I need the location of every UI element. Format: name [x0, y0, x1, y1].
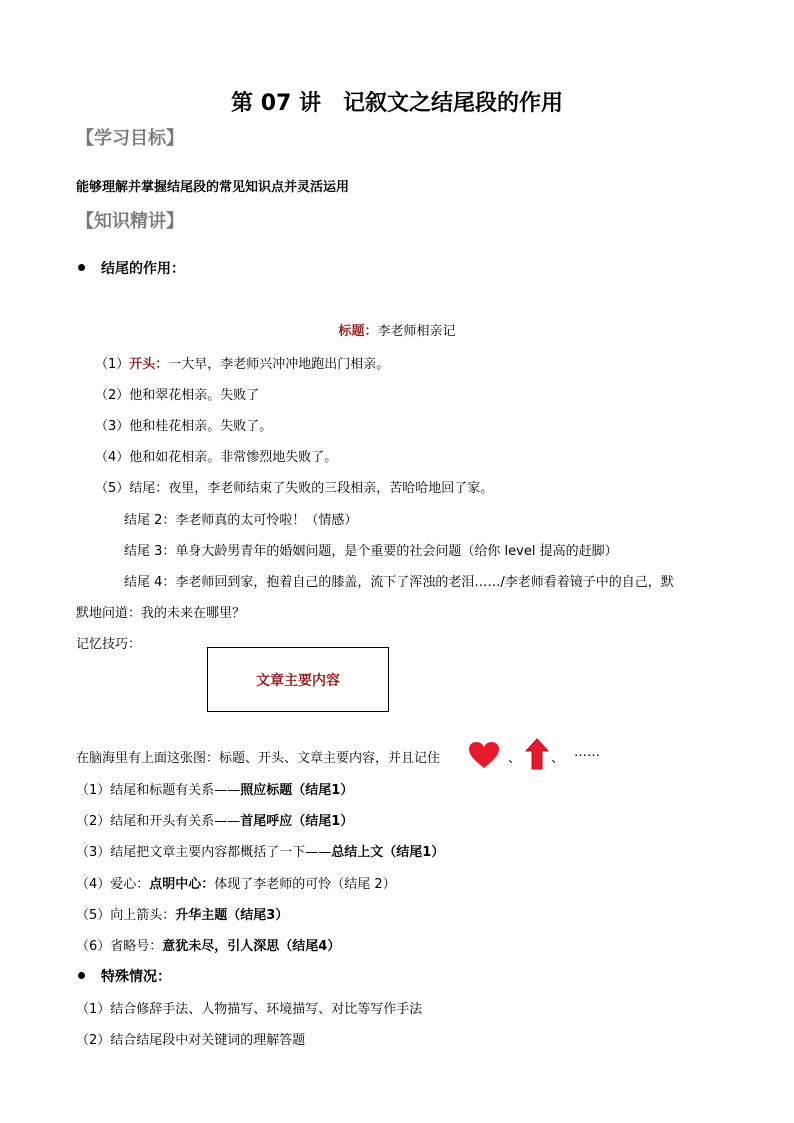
- section-header-knowledge: 【知识精讲】: [76, 211, 184, 232]
- rule-text: （6）省略号：: [76, 939, 163, 954]
- story-line-2: （2）他和翠花相亲。失败了: [95, 388, 260, 403]
- section-header-goals: 【学习目标】: [76, 128, 184, 149]
- heart-icon: [468, 741, 500, 769]
- story-line-5: （5）结尾：夜里，李老师结束了失败的三段相亲，苦哈哈地回了家。: [95, 481, 494, 496]
- rule-bold: 点明中心：: [149, 877, 215, 892]
- rule-bold: 意犹未尽，引人深思（结尾4）: [162, 939, 341, 954]
- bullet-ending-function: [78, 258, 185, 278]
- rule-bold: 照应标题（结尾1）: [240, 783, 354, 798]
- rule-text: （2）结尾和开头有关系——: [76, 814, 241, 829]
- bullet-special: [78, 966, 171, 986]
- special-2: （2）结合结尾段中对关键词的理解答题: [76, 1033, 306, 1048]
- bullet-dot: [78, 972, 85, 979]
- story-line-4: （4）他和如花相亲。非常惨烈地失败了。: [95, 450, 338, 465]
- rule-4: [76, 873, 396, 892]
- rule-3: [76, 841, 444, 860]
- story-title-label: 标题：: [338, 324, 378, 339]
- ellipsis-mark: ……: [574, 745, 600, 760]
- line-number: （1）: [95, 357, 130, 372]
- rule-post: 体现了李老师的可怜（结尾 2）: [214, 877, 396, 892]
- story-line-1: [95, 353, 389, 372]
- story-title-value: 李老师相亲记: [377, 324, 456, 339]
- rule-text: （5）向上箭头：: [76, 908, 176, 923]
- story-line-3: （3）他和桂花相亲。失败了。: [95, 419, 273, 434]
- memory-label: 记忆技巧：: [76, 637, 142, 652]
- rule-6: [76, 935, 340, 954]
- special-1: （1）结合修辞手法、人物描写、环境描写、对比等写作手法: [76, 1002, 423, 1017]
- main-content-box: 文章主要内容: [207, 647, 389, 712]
- rule-text: （3）结尾把文章主要内容都概括了一下——: [76, 845, 332, 860]
- rule-1: [76, 779, 353, 798]
- rule-text: （4）爱心：: [76, 877, 150, 892]
- story-title: [0, 320, 794, 339]
- bullet-label: 特殊情况：: [101, 969, 171, 985]
- ending-4-line-2: 默地问道：我的未来在哪里？: [76, 606, 246, 621]
- up-arrow-icon: [525, 738, 549, 770]
- rule-bold: 首尾呼应（结尾1）: [240, 814, 354, 829]
- rule-bold: 总结上文（结尾1）: [331, 845, 445, 860]
- separator-1: 、: [508, 751, 522, 766]
- ending-4-line-1: 结尾 4：李老师回到家，抱着自己的膝盖，流下了浑浊的老泪……/李老师看着镜子中的自己，默: [124, 575, 674, 590]
- ending-2: 结尾 2：李老师真的太可怜啦！（情感）: [124, 513, 358, 528]
- opening-text: 一大早，李老师兴冲冲地跑出门相亲。: [168, 357, 390, 372]
- page-title: 第 07 讲 记叙文之结尾段的作用: [231, 91, 563, 116]
- goals-text: 能够理解并掌握结尾段的常见知识点并灵活运用: [76, 180, 350, 195]
- rule-text: （1）结尾和标题有关系——: [76, 783, 241, 798]
- remember-line: [76, 747, 440, 766]
- opening-label: 开头：: [129, 357, 169, 372]
- rule-bold: 升华主题（结尾3）: [175, 908, 289, 923]
- remember-text: 在脑海里有上面这张图：标题、开头、文章主要内容，并且记住: [76, 751, 441, 766]
- bullet-dot: [78, 264, 85, 271]
- rule-5: [76, 904, 288, 923]
- bullet-label: 结尾的作用：: [101, 261, 185, 277]
- separator-2: 、: [551, 751, 565, 766]
- rule-2: [76, 810, 353, 829]
- ending-3: 结尾 3：单身大龄男青年的婚姻问题，是个重要的社会问题（给你 level 提高的赶脚）: [124, 544, 618, 559]
